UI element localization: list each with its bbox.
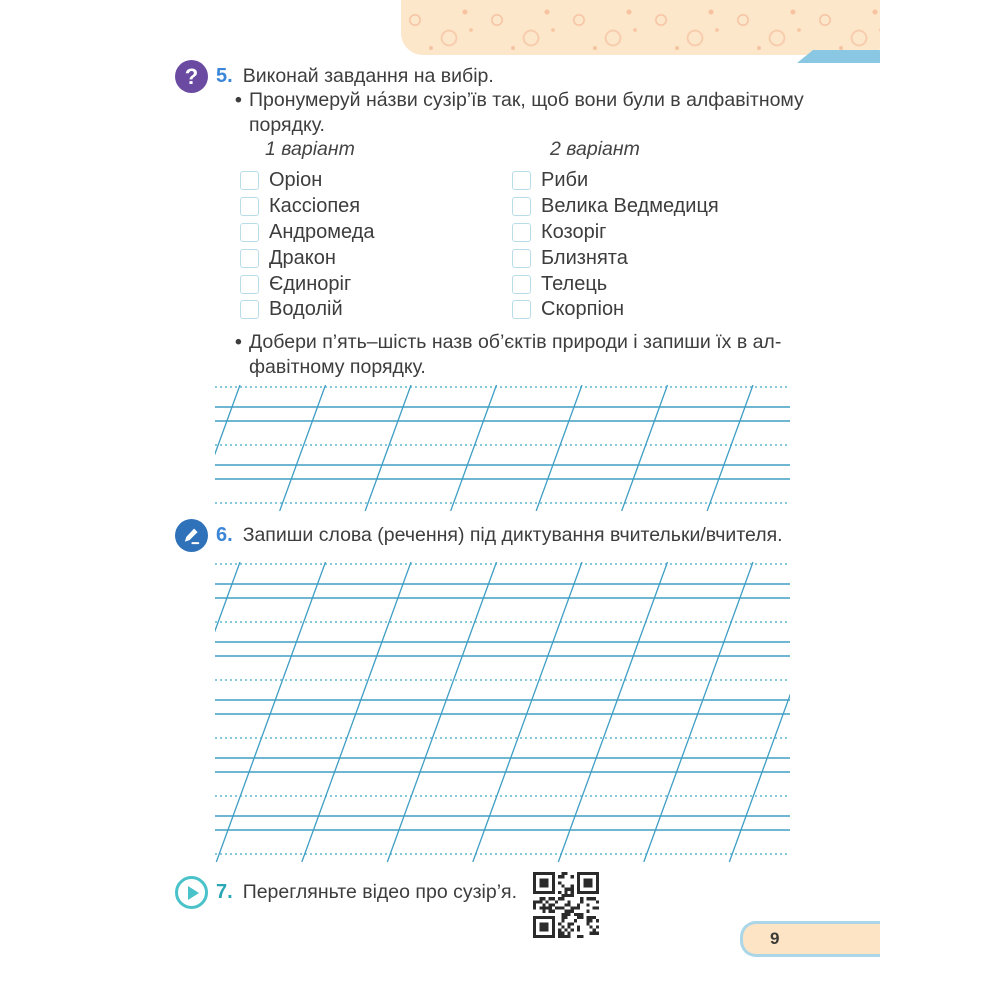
decorative-header-band <box>401 0 880 55</box>
task-5-number: 5. <box>216 65 233 87</box>
checkbox-yedynorih[interactable] <box>240 275 259 294</box>
qr-code[interactable] <box>533 872 599 938</box>
task-5-title: Виконай завдання на вибір. <box>242 65 494 87</box>
constellation-label: Козоріг <box>541 220 607 243</box>
handwriting-lines-block-1[interactable] <box>215 385 790 511</box>
variant-1-header: 1 варіант <box>265 138 355 160</box>
checkbox-andromeda[interactable] <box>240 223 259 242</box>
constellation-label: Кассіопея <box>269 195 361 218</box>
list-item <box>240 245 375 271</box>
list-item <box>240 297 375 323</box>
constellation-label: Близнята <box>541 246 628 269</box>
constellation-label: Риби <box>541 169 589 192</box>
constellation-label: Дракон <box>269 246 336 269</box>
task-7-number: 7. <box>216 881 233 903</box>
bullet-2-line-2: фавітному порядку. <box>249 356 426 378</box>
task-7-header <box>175 876 517 909</box>
checkbox-blyzniata[interactable] <box>512 249 531 268</box>
list-item <box>240 220 375 246</box>
task-6-title: Запиши слова (речення) під диктування вчительки/вчителя. <box>242 524 783 546</box>
page-number-tab <box>740 921 880 957</box>
checkbox-telets[interactable] <box>512 275 531 294</box>
checkbox-skorpion[interactable] <box>512 300 531 319</box>
list-item <box>240 271 375 297</box>
list-item <box>512 220 719 246</box>
checkbox-orion[interactable] <box>240 171 259 190</box>
list-item <box>240 168 375 194</box>
constellation-label: Єдиноріг <box>269 272 352 295</box>
bullet-2-line-1: Добери п’ять–шість назв об’єктів природи і запиши їх в ал- <box>249 331 782 353</box>
list-item <box>512 194 719 220</box>
bullet-1-line-2: порядку. <box>249 114 325 136</box>
bullet-1-line-1: Пронумеруй на́зви сузір’їв так, щоб вони були в алфавітному <box>249 89 804 111</box>
checkbox-velyka-vedmedytsia[interactable] <box>512 197 531 216</box>
task-6-number: 6. <box>216 524 233 546</box>
checkbox-ryby[interactable] <box>512 171 531 190</box>
constellation-label: Велика Ведмедиця <box>541 195 719 218</box>
variant-1-list <box>240 168 375 323</box>
checkbox-cassiopeia[interactable] <box>240 197 259 216</box>
list-item <box>512 168 719 194</box>
task-5-bullet-1 <box>235 88 804 138</box>
pencil-icon <box>175 519 208 552</box>
list-item <box>240 194 375 220</box>
list-item <box>512 245 719 271</box>
constellation-label: Скорпіон <box>541 298 625 321</box>
bullet-dot: • <box>235 89 242 111</box>
checkbox-kozorih[interactable] <box>512 223 531 242</box>
task-5-bullet-2 <box>235 330 781 380</box>
page-number: 9 <box>770 929 780 948</box>
checkbox-vodoliy[interactable] <box>240 300 259 319</box>
play-icon[interactable] <box>175 876 208 909</box>
bullet-dot: • <box>235 331 242 353</box>
list-item <box>512 271 719 297</box>
handwriting-lines-block-2[interactable] <box>215 562 790 862</box>
constellation-label: Водолій <box>269 298 343 321</box>
constellation-label: Андромеда <box>269 220 375 243</box>
constellation-label: Телець <box>541 272 608 295</box>
task-6-header <box>175 519 783 552</box>
task-7-title: Перегляньте відео про сузір’я. <box>242 881 518 903</box>
checkbox-drakon[interactable] <box>240 249 259 268</box>
constellation-label: Оріон <box>269 169 323 192</box>
variant-2-header: 2 варіант <box>550 138 640 160</box>
variant-2-list <box>512 168 719 323</box>
list-item <box>512 297 719 323</box>
question-mark-icon: ? <box>175 60 208 93</box>
